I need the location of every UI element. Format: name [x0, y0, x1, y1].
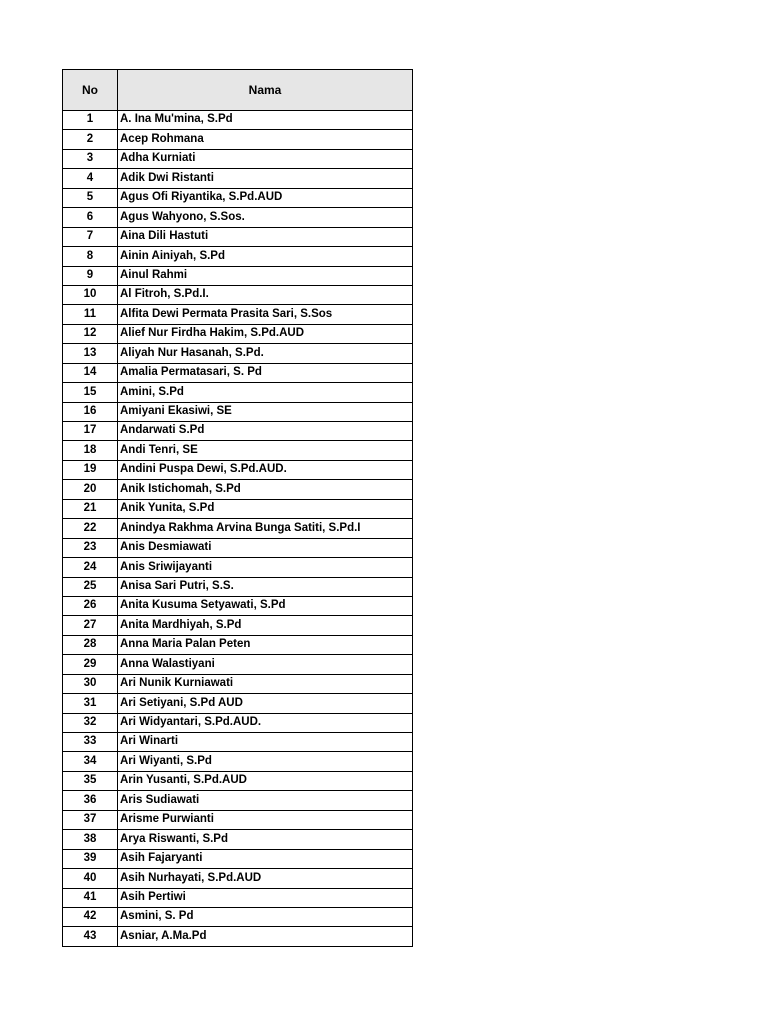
table-row: [63, 324, 413, 343]
table-row: [63, 771, 413, 790]
row-number: 31: [63, 694, 118, 713]
row-number: 22: [63, 519, 118, 538]
table-row: [63, 635, 413, 654]
row-name: Anita Kusuma Setyawati, S.Pd: [118, 596, 413, 615]
table-row: [63, 888, 413, 907]
row-name: Agus Wahyono, S.Sos.: [118, 208, 413, 227]
row-number: 10: [63, 285, 118, 304]
table-row: [63, 752, 413, 771]
table-row: [63, 149, 413, 168]
table-body: [63, 111, 413, 947]
table-row: [63, 499, 413, 518]
row-number: 14: [63, 363, 118, 382]
row-number: 38: [63, 830, 118, 849]
table-row: [63, 577, 413, 596]
table-row: [63, 227, 413, 246]
row-name: Anna Walastiyani: [118, 655, 413, 674]
row-name: Aina Dili Hastuti: [118, 227, 413, 246]
row-name: Andarwati S.Pd: [118, 422, 413, 441]
header-nama: Nama: [118, 70, 413, 111]
row-name: Anis Desmiawati: [118, 538, 413, 557]
table-row: [63, 285, 413, 304]
table-row: [63, 169, 413, 188]
table-row: [63, 849, 413, 868]
table-row: [63, 674, 413, 693]
row-number: 12: [63, 324, 118, 343]
row-number: 15: [63, 383, 118, 402]
row-number: 18: [63, 441, 118, 460]
row-name: Ainul Rahmi: [118, 266, 413, 285]
row-number: 36: [63, 791, 118, 810]
row-name: Aliyah Nur Hasanah, S.Pd.: [118, 344, 413, 363]
table-row: [63, 791, 413, 810]
table-row: [63, 655, 413, 674]
row-name: Andi Tenri, SE: [118, 441, 413, 460]
row-name: Adha Kurniati: [118, 149, 413, 168]
row-name: Anik Istichomah, S.Pd: [118, 480, 413, 499]
table-row: [63, 869, 413, 888]
table-row: [63, 616, 413, 635]
row-number: 33: [63, 733, 118, 752]
row-number: 28: [63, 635, 118, 654]
table-header: [63, 70, 413, 111]
row-name: Ari Setiyani, S.Pd AUD: [118, 694, 413, 713]
row-number: 2: [63, 130, 118, 149]
table-row: [63, 344, 413, 363]
row-number: 43: [63, 927, 118, 946]
table-row: [63, 907, 413, 926]
row-number: 30: [63, 674, 118, 693]
row-name: Adik Dwi Ristanti: [118, 169, 413, 188]
row-number: 9: [63, 266, 118, 285]
row-number: 40: [63, 869, 118, 888]
name-table: [62, 69, 413, 947]
row-name: Asih Fajaryanti: [118, 849, 413, 868]
row-name: Arisme Purwianti: [118, 810, 413, 829]
row-name: Andini Puspa Dewi, S.Pd.AUD.: [118, 460, 413, 479]
row-name: Anita Mardhiyah, S.Pd: [118, 616, 413, 635]
table-row: [63, 111, 413, 130]
table-row: [63, 363, 413, 382]
table-row: [63, 441, 413, 460]
row-number: 17: [63, 422, 118, 441]
row-number: 32: [63, 713, 118, 732]
table-row: [63, 713, 413, 732]
row-name: Al Fitroh, S.Pd.I.: [118, 285, 413, 304]
row-number: 19: [63, 460, 118, 479]
row-name: Asih Pertiwi: [118, 888, 413, 907]
row-name: Anik Yunita, S.Pd: [118, 499, 413, 518]
row-name: Anisa Sari Putri, S.S.: [118, 577, 413, 596]
row-name: Asih Nurhayati, S.Pd.AUD: [118, 869, 413, 888]
row-name: Alfita Dewi Permata Prasita Sari, S.Sos: [118, 305, 413, 324]
table-row: [63, 596, 413, 615]
row-name: Agus Ofi Riyantika, S.Pd.AUD: [118, 188, 413, 207]
row-name: Amini, S.Pd: [118, 383, 413, 402]
table-row: [63, 188, 413, 207]
row-name: Asmini, S. Pd: [118, 907, 413, 926]
row-number: 27: [63, 616, 118, 635]
row-name: Arya Riswanti, S.Pd: [118, 830, 413, 849]
row-number: 1: [63, 111, 118, 130]
table-row: [63, 266, 413, 285]
row-number: 4: [63, 169, 118, 188]
row-number: 41: [63, 888, 118, 907]
row-number: 3: [63, 149, 118, 168]
row-name: Amalia Permatasari, S. Pd: [118, 363, 413, 382]
row-number: 8: [63, 247, 118, 266]
row-number: 39: [63, 849, 118, 868]
header-row: [63, 70, 413, 111]
table-row: [63, 422, 413, 441]
row-number: 6: [63, 208, 118, 227]
table-row: [63, 305, 413, 324]
row-number: 42: [63, 907, 118, 926]
row-name: Anis Sriwijayanti: [118, 558, 413, 577]
row-number: 7: [63, 227, 118, 246]
row-number: 21: [63, 499, 118, 518]
row-number: 34: [63, 752, 118, 771]
row-number: 16: [63, 402, 118, 421]
row-name: Amiyani Ekasiwi, SE: [118, 402, 413, 421]
table-row: [63, 519, 413, 538]
row-name: Asniar, A.Ma.Pd: [118, 927, 413, 946]
row-name: Anna Maria Palan Peten: [118, 635, 413, 654]
row-number: 20: [63, 480, 118, 499]
row-number: 37: [63, 810, 118, 829]
row-number: 26: [63, 596, 118, 615]
row-number: 23: [63, 538, 118, 557]
row-name: Alief Nur Firdha Hakim, S.Pd.AUD: [118, 324, 413, 343]
table-row: [63, 830, 413, 849]
row-number: 5: [63, 188, 118, 207]
table-row: [63, 694, 413, 713]
row-name: Aris Sudiawati: [118, 791, 413, 810]
table-row: [63, 733, 413, 752]
row-number: 11: [63, 305, 118, 324]
row-name: A. Ina Mu'mina, S.Pd: [118, 111, 413, 130]
row-number: 25: [63, 577, 118, 596]
header-no: No: [63, 70, 118, 111]
table-row: [63, 208, 413, 227]
row-name: Anindya Rakhma Arvina Bunga Satiti, S.Pd.I: [118, 519, 413, 538]
table-row: [63, 538, 413, 557]
row-number: 13: [63, 344, 118, 363]
row-number: 35: [63, 771, 118, 790]
table-row: [63, 383, 413, 402]
table-row: [63, 247, 413, 266]
row-name: Ari Widyantari, S.Pd.AUD.: [118, 713, 413, 732]
row-name: Ainin Ainiyah, S.Pd: [118, 247, 413, 266]
row-name: Ari Nunik Kurniawati: [118, 674, 413, 693]
row-name: Ari Winarti: [118, 733, 413, 752]
row-number: 29: [63, 655, 118, 674]
row-name: Acep Rohmana: [118, 130, 413, 149]
table-row: [63, 130, 413, 149]
row-number: 24: [63, 558, 118, 577]
table-row: [63, 402, 413, 421]
table-row: [63, 927, 413, 946]
row-name: Ari Wiyanti, S.Pd: [118, 752, 413, 771]
table-row: [63, 810, 413, 829]
table-row: [63, 558, 413, 577]
table-row: [63, 460, 413, 479]
row-name: Arin Yusanti, S.Pd.AUD: [118, 771, 413, 790]
table-row: [63, 480, 413, 499]
